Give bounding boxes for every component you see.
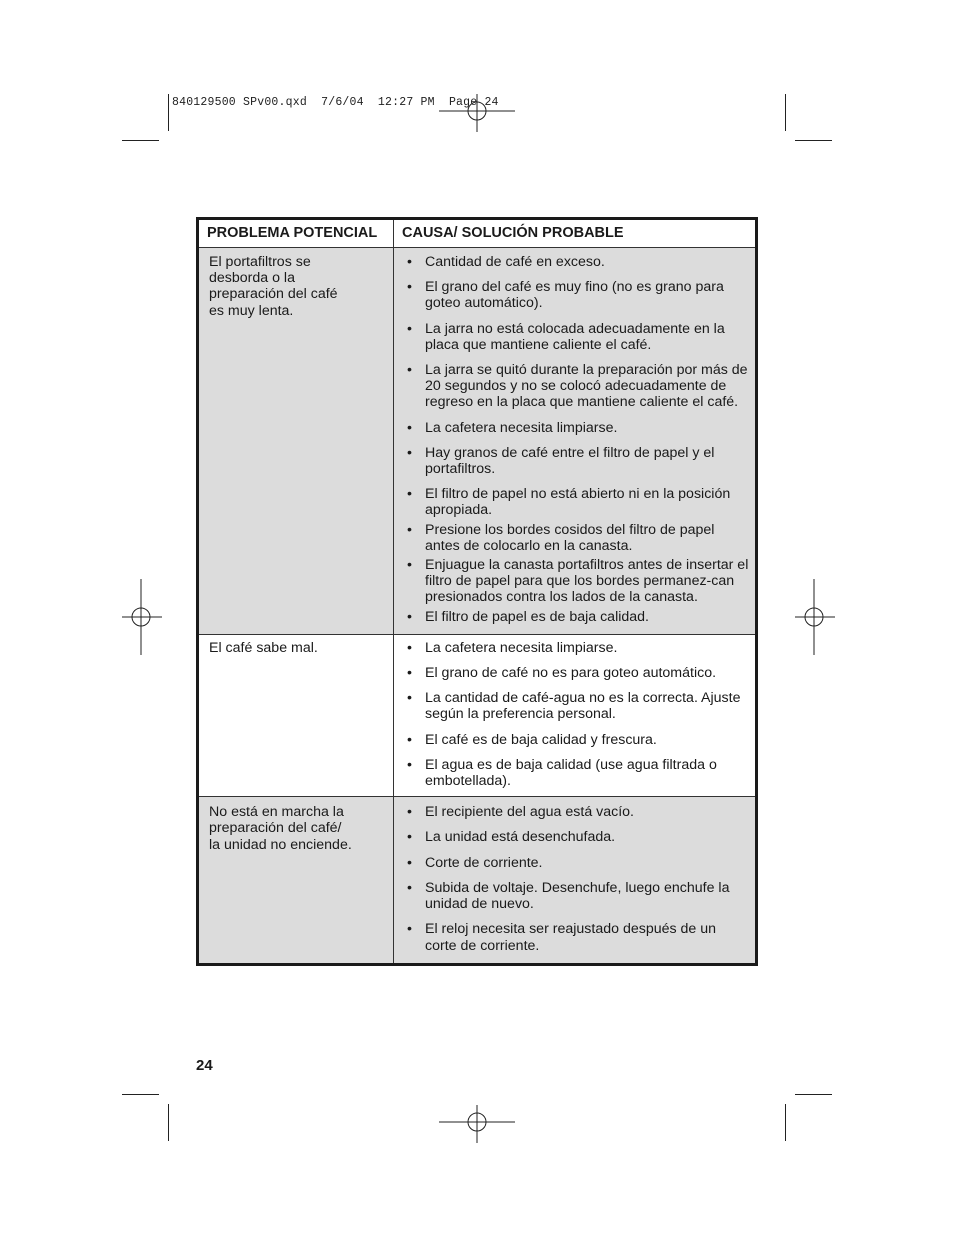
cause-item: • El café es de baja calidad y frescura.	[404, 732, 749, 748]
crop-mark	[168, 94, 169, 131]
crop-mark	[168, 1104, 169, 1141]
cause-item: • La cantidad de café-agua no es la correcta. Ajuste según la preferencia personal.	[404, 690, 749, 722]
cause-list	[404, 804, 749, 953]
cause-item: • Subida de voltaje. Desenchufe, luego enchufe la unidad de nuevo.	[404, 880, 749, 912]
cause-item: • El grano de café no es para goteo automático.	[404, 665, 749, 681]
cause-item: • El grano del café es muy fino (no es grano para goteo automático).	[404, 279, 749, 311]
registration-mark-icon	[122, 579, 162, 655]
cause-item: • El recipiente del agua está vacío.	[404, 804, 749, 820]
problem-cell	[198, 248, 394, 635]
table-row	[198, 634, 757, 796]
cause-item: • La cafetera necesita limpiarse.	[404, 640, 749, 656]
cause-cell	[394, 797, 757, 964]
cause-item: • La jarra se quitó durante la preparación por más de 20 segundos y no se colocó adecuadamente de regreso en la placa que mantiene caliente el café.	[404, 362, 749, 411]
problem-cell	[198, 634, 394, 796]
cause-item: • La cafetera necesita limpiarse.	[404, 420, 749, 436]
crop-mark	[785, 1104, 786, 1141]
cause-item: • El reloj necesita ser reajustado después de un corte de corriente.	[404, 921, 749, 953]
troubleshooting-table	[196, 217, 758, 966]
page-number: 24	[196, 1057, 213, 1074]
crop-mark	[785, 94, 786, 131]
problem-text: No está en marcha la preparación del café/ la unidad no enciende.	[209, 804, 352, 853]
column-header-problem: PROBLEMA POTENCIAL	[198, 219, 394, 248]
cause-list	[404, 640, 749, 789]
crop-mark	[795, 1094, 832, 1095]
cause-cell	[394, 634, 757, 796]
cause-item: • El filtro de papel no está abierto ni en la posición apropiada.	[404, 486, 749, 518]
problem-text: El portafiltros se desborda o la preparación del café es muy lenta.	[209, 254, 338, 319]
registration-mark-icon	[439, 94, 515, 134]
file-slug: 840129500 SPv00.qxd 7/6/04 12:27 PM Page 24	[172, 96, 499, 109]
cause-item: • El filtro de papel es de baja calidad.	[404, 609, 749, 625]
cause-item: • La unidad está desenchufada.	[404, 829, 749, 845]
column-header-cause: CAUSA/ SOLUCIÓN PROBABLE	[394, 219, 757, 248]
cause-item: • Cantidad de café en exceso.	[404, 254, 749, 270]
cause-item: • El agua es de baja calidad (use agua filtrada o embotellada).	[404, 757, 749, 789]
crop-mark	[795, 140, 832, 141]
problem-text: El café sabe mal.	[209, 639, 318, 656]
crop-mark	[122, 1094, 159, 1095]
cause-item: • Enjuague la canasta portafiltros antes de insertar el filtro de papel para que los bordes permanez-can presionados contra los lados de la canasta.	[404, 557, 749, 606]
cause-item: • Presione los bordes cosidos del filtro de papel antes de colocarlo en la canasta.	[404, 522, 749, 554]
crop-mark	[122, 140, 159, 141]
registration-mark-icon	[795, 579, 835, 655]
cause-list	[404, 254, 749, 625]
cause-item: • La jarra no está colocada adecuadamente en la placa que mantiene caliente el café.	[404, 321, 749, 353]
problem-cell	[198, 797, 394, 964]
cause-cell	[394, 248, 757, 635]
table-header-row	[198, 219, 757, 248]
cause-item: • Corte de corriente.	[404, 855, 749, 871]
registration-mark-icon	[439, 1103, 515, 1143]
table-row	[198, 797, 757, 964]
cause-item: • Hay granos de café entre el filtro de papel y el portafiltros.	[404, 445, 749, 477]
table-row	[198, 248, 757, 635]
